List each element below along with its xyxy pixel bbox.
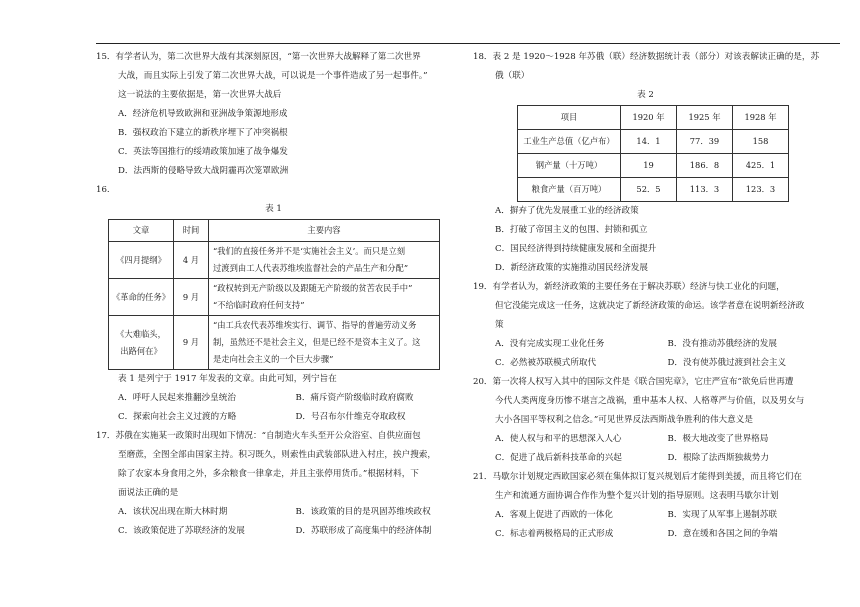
q19-option-a[interactable]: A．没有完成实现工业化任务 [495,339,605,349]
q20-line: 大小各国平等权利之信念。”可见世界反法西斯战争胜利的伟大意义是 [495,415,753,425]
q15-line: 这一说法的主要依据是，第一次世界大战后 [118,90,282,100]
table-cell: 钢产量（十万吨） [518,154,621,178]
table-row [518,154,789,178]
content-line: 过渡到由工人代表苏维埃监督社会的产品生产和分配” [213,263,409,273]
table-2-header: 1920 年 [621,106,677,130]
q17-line: 除了农家本身食用之外，多余粮食一律拿走，并且主张停用货币。”根据材料，下 [118,469,419,479]
question-18 [473,48,818,278]
q18-option-a[interactable]: A．摒弃了优先发展重工业的经济政策 [495,206,639,216]
q17-line: 17．苏俄在实施某一政策时出现如下情况：“自制造火车头至开公众浴室、自供应面包 [96,431,421,441]
table-cell: 工业生产总值（亿卢布） [518,130,621,154]
q19-line: 但它没能完成这一任务，这就决定了新经济政策的命运。该学者意在说明新经济政 [495,301,805,311]
q20-options-row [473,449,818,468]
q21-option-d[interactable]: D．意在缓和各国之间的争端 [667,529,778,539]
table-cell: 158 [733,130,789,154]
table-2 [517,105,789,202]
table-row [109,316,440,370]
table-cell: 425．1 [733,154,789,178]
header-rule [96,43,840,44]
q15-option-c[interactable]: C．英法等国推行的绥靖政策加速了战争爆发 [118,147,288,157]
q21-options-row [473,525,818,544]
q15-line: 大战，而且实际上引发了第二次世界大战，可以说是一个事件造成了另一起事件。” [118,71,428,81]
article-name: 《大难临头，出路何在》 [109,316,174,370]
q21-option-a[interactable]: A．客观上促进了西欧的一体化 [495,510,613,520]
q21-line: 21．马歇尔计划规定西欧国家必须在集体拟订复兴规划后才能得到美援，而且将它们在 [473,472,802,482]
q21-options-row [473,506,818,525]
question-16 [96,181,451,427]
q19-options-row [473,335,818,354]
question-19 [473,278,818,373]
q17-options-row [96,503,451,522]
article-content [209,316,440,370]
content-line: “不给临时政府任何支持” [213,300,305,310]
table-2-header: 项目 [518,106,621,130]
table-cell: 粮食产量（百万吨） [518,178,621,202]
q18-line: 俄（联） [495,71,530,81]
q17-option-a[interactable]: A．该状况出现在斯大林时期 [118,507,228,517]
q21-line: 生产和流通方面协调合作作为整个复兴计划的指导原则。这表明马歇尔计划 [495,491,779,501]
article-name: 《四月提纲》 [109,242,174,279]
q19-option-b[interactable]: B．没有推动苏俄经济的发展 [667,339,777,349]
q17-option-c[interactable]: C．该政策促进了苏联经济的发展 [118,526,245,536]
q17-line: 至磨蔗，全图全部由国家主持。积习既久，则索性由武装部队进入村庄，挨户搜索， [118,450,436,460]
q16-option-c[interactable]: C．探索向社会主义过渡的方略 [118,412,237,422]
table-1-header: 时间 [174,220,209,242]
table-row [109,242,440,279]
table-cell: 186．8 [677,154,733,178]
content-line: “由工兵农代表苏维埃实行、调节、指导的普遍劳动义务 [213,320,417,330]
q16-options-row [96,389,451,408]
q20-line: 今代人类两度身历惨不堪言之战祸，重申基本人权、人格尊严与价值，以及男女与 [495,396,805,406]
q20-options-row [473,430,818,449]
q15-option-b[interactable]: B．强权政治下建立的新秩序埋下了冲突祸根 [118,128,288,138]
table-2-header: 1925 年 [677,106,733,130]
article-time: 9 月 [174,279,209,316]
q16-options-row [96,408,451,427]
q20-option-a[interactable]: A．使人权与和平的思想深入人心 [495,434,622,444]
table-1-caption: 表 1 [265,204,282,214]
content-line: 制，虽然还不是社会主义，但是已经不是资本主义了。这 [213,337,421,347]
q19-options-row [473,354,818,373]
article-content [209,279,440,316]
q15-option-a[interactable]: A．经济危机导致欧洲和亚洲战争策源地形成 [118,109,288,119]
q19-line: 19．有学者认为，新经济政策的主要任务在于解决苏联）经济与快工业化的问题， [473,282,785,292]
article-time: 4 月 [174,242,209,279]
table-cell: 123．3 [733,178,789,202]
table-1-note: 表 1 是列宁于 1917 年发表的文章。由此可知，列宁旨在 [118,374,337,384]
q20-option-d[interactable]: D．根除了法西斯独裁势力 [667,453,769,463]
table-2-header: 1928 年 [733,106,789,130]
q17-options-row [96,522,451,541]
q18-option-c[interactable]: C．国民经济得到持续健康发展和全面提升 [495,244,657,254]
q16-option-b[interactable]: B．痛斥资产阶级临时政府腐败 [295,393,414,403]
q19-line: 策 [495,320,504,330]
q17-option-d[interactable]: D．苏联形成了高度集中的经济体制 [295,526,432,536]
table-row [518,130,789,154]
content-line: “我们的直接任务并不是‘实施社会主义’。而只是立刻 [213,246,406,256]
content-line: 是走向社会主义的一个巨大步骤” [213,354,334,364]
left-column [96,48,451,541]
q17-line: 面说法正确的是 [118,488,179,498]
q18-option-b[interactable]: B．打破了帝国主义的包围、封锁和孤立 [495,225,648,235]
table-cell: 19 [621,154,677,178]
q20-option-c[interactable]: C．促进了战后新科技革命的兴起 [495,453,622,463]
q18-line: 18．表 2 是 1920～1928 年苏俄（联）经济数据统计表（部分）对该表解读正确的是，苏 [473,52,820,62]
table-cell: 77．39 [677,130,733,154]
q15-line: 15．有学者认为，第二次世界大战有其深刻原因，“第一次世界大战解释了第二次世界 [96,52,421,62]
table-cell: 52．5 [621,178,677,202]
q20-option-b[interactable]: B．极大地改变了世界格局 [667,434,769,444]
question-21 [473,468,818,544]
content-line: “政权转到无产阶级以及跟随无产阶级的贫苦农民手中” [213,283,413,293]
question-17 [96,427,451,541]
q16-option-d[interactable]: D．号召布尔什维克夺取政权 [295,412,406,422]
table-row [518,178,789,202]
right-column [473,48,818,544]
question-20 [473,373,818,468]
table-cell: 113．3 [677,178,733,202]
q20-line: 20．第一次将人权写入其中的国际文件是《联合国宪章》，它庄严宣布“欲免后世再遭 [473,377,794,387]
article-time: 9 月 [174,316,209,370]
q16-option-a[interactable]: A．呼吁人民起来推翻沙皇统治 [118,393,236,403]
article-content [209,242,440,279]
q17-option-b[interactable]: B．该政策的目的是巩固苏维埃政权 [295,507,431,517]
table-1-header: 主要内容 [209,220,440,242]
table-2-caption: 表 2 [637,90,654,100]
q18-option-d[interactable]: D．新经济政策的实施推动国民经济发展 [495,263,648,273]
q21-option-b[interactable]: B．实现了从军事上遏制苏联 [667,510,777,520]
q19-option-d[interactable]: D．没有使苏俄过渡到社会主义 [667,358,787,368]
table-cell: 14．1 [621,130,677,154]
q15-option-d[interactable]: D．法西斯的侵略导致大战阴霾再次笼罩欧洲 [118,166,289,176]
article-name: 《革命的任务》 [109,279,174,316]
table-row [109,279,440,316]
table-1-header: 文章 [109,220,174,242]
q21-option-c[interactable]: C．标志着两极格局的正式形成 [495,529,614,539]
q19-option-c[interactable]: C．必然被苏联模式所取代 [495,358,597,368]
table-1 [108,219,440,370]
q16-number: 16. [96,185,110,195]
question-15 [96,48,451,181]
